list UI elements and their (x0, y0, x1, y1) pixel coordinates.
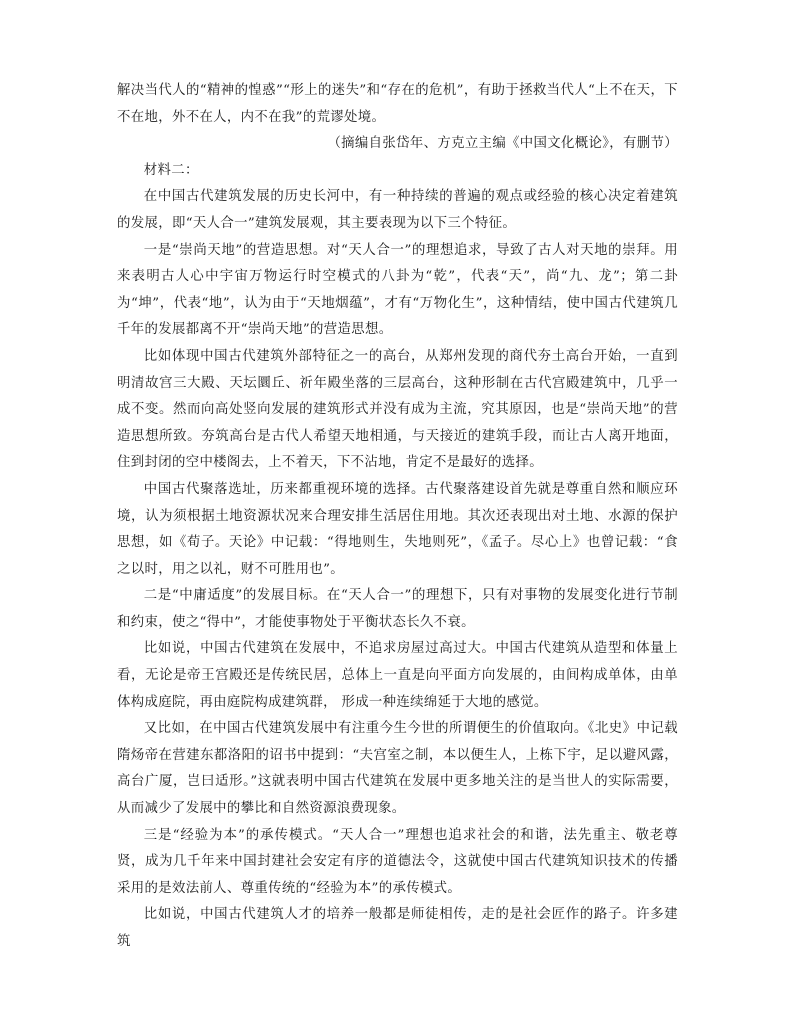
material-heading: 材料二： (143, 162, 199, 178)
paragraph: 一是“崇尚天地”的营造思想。对“天人合一”的理想追求，导致了古人对天地的崇拜。用来表明古人心中宇宙万物运行时空模式的八卦为“乾”，代表“天”，尚“九、龙”；第二卦为“坤”，代表“地”，认为由于“天地烟蕴”，才有“万物化生”，这种情结，使中国古代建筑几千年的发展都离不开“崇尚天地”的营造思想。 (117, 242, 678, 338)
paragraph: 比如体现中国古代建筑外部特征之一的高台，从郑州发现的商代夯土高台开始，一直到明清故宫三大殿、天坛圜丘、祈年殿坐落的三层高台，这种形制在古代宫殿建筑中，几乎一成不变。然而向高处竖向发展的建筑形式并没有成为主流，究其原因，也是“崇尚天地”的营造思想所致。夯筑高台是古代人希望天地相通，与天接近的建筑手段，而让古人离开地面，住到封闭的空中楼阁去，上不着天，下不沾地，肯定不是最好的选择。 (117, 348, 678, 471)
paragraph: 三是“经验为本”的承传模式。“天人合一”理想也追求社会的和谐，法先重主、敬老尊贤，成为几千年来中国封建社会安定有序的道德法令，这就使中国古代建筑知识技术的传播采用的是效法前人、尊重传统的“经验为本”的承传模式。 (117, 827, 678, 896)
source-citation: （摘编自张岱年、方克立主编《中国文化概论》，有删节） (327, 136, 678, 152)
paragraph: 二是“中庸适度”的发展目标。在“天人合一”的理想下，只有对事物的发展变化进行节制和约束，使之“得中”，才能使事物处于平衡状态长久不衰。 (117, 588, 678, 630)
paragraph: 中国古代聚落选址，历来都重视环境的选择。古代聚落建设首先就是尊重自然和顺应环境，认为须根据土地资源状况来合理安排生活居住用地。其次还表现出对土地、水源的保护思想，如《荀子。天论》中记载：“得地则生，失地则死”，《孟子。尽心上》也曾记载：“食之以时，用之以礼，财不可胜用也”。 (117, 481, 678, 577)
paragraph: 比如说，中国古代建筑人才的培养一般都是师徒相传，走的是社会匠作的路子。许多建筑 (117, 907, 678, 949)
article-body (117, 78, 678, 956)
paragraph: 比如说，中国古代建筑在发展中，不追求房屋过高过大。中国古代建筑从造型和体量上看，无论是帝王宫殿还是传统民居，总体上一直是向平面方向发展的，由间构成单体，由单体构成庭院，再由庭院构成建筑群， 形成一种连续绵延于大地的感觉。 (117, 641, 678, 710)
paragraph: 在中国古代建筑发展的历史长河中，有一种持续的普遍的观点或经验的核心决定着建筑的发展，即“天人合一”建筑发展观，其主要表现为以下三个特征。 (117, 189, 678, 231)
paragraph: 又比如，在中国古代建筑发展中有注重今生今世的所谓便生的价值取向。《北史》中记载隋炀帝在营建东都洛阳的诏书中提到：“夫宫室之制，本以便生人，上栋下宇，足以避风露，高台广厦，岂曰适形。”这就表明中国古代建筑在发展中更多地关注的是当世人的实际需要，从而减少了发展中的攀比和自然资源浪费现象。 (117, 721, 678, 817)
paragraph-continuation: 解决当代人的“精神的惶惑”“形上的迷失”和“存在的危机”，有助于拯救当代人“上不在天，下不在地，外不在人，内不在我”的荒谬处境。 (117, 83, 678, 125)
